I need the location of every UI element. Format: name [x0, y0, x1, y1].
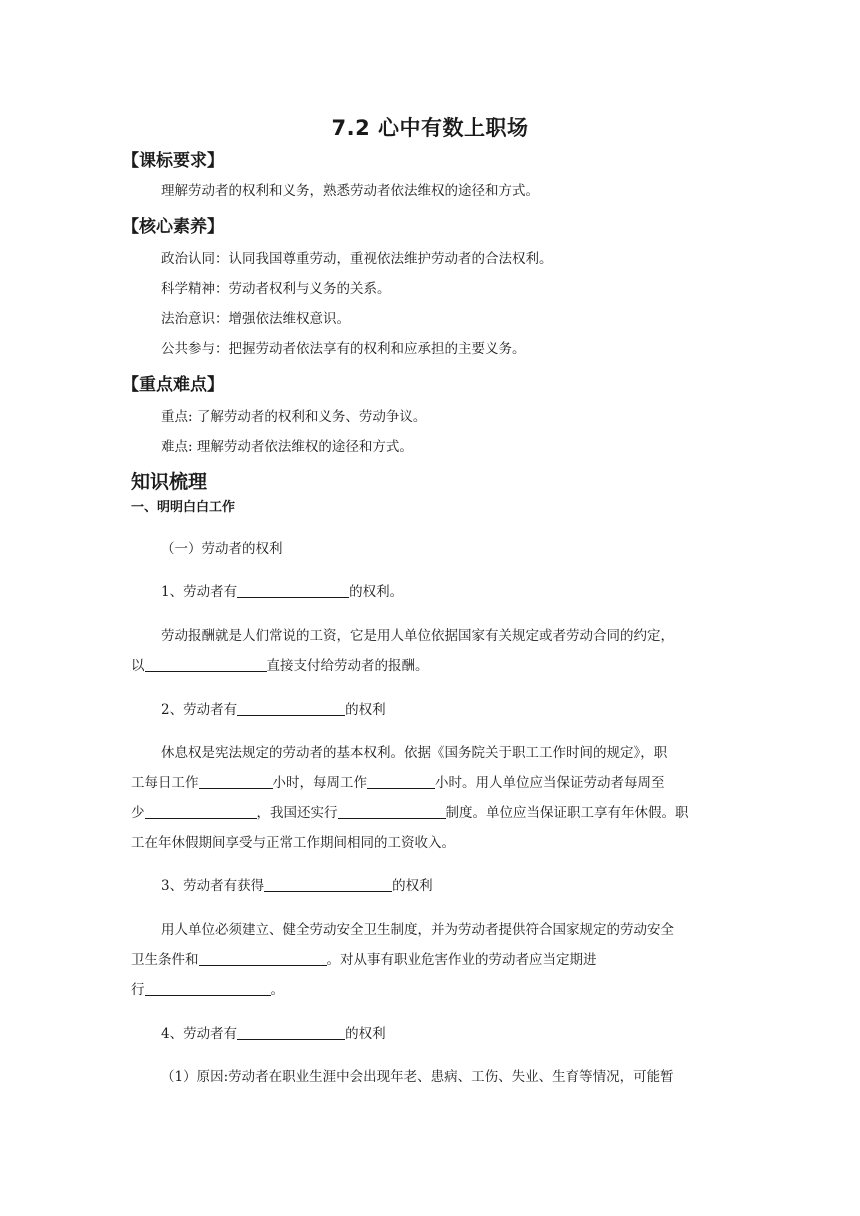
fill-blank[interactable] [145, 981, 271, 996]
subheading-rights: （一）劳动者的权利 [161, 541, 283, 557]
text-run: 。 [270, 982, 284, 998]
right-3-para-line-3 [131, 981, 284, 999]
section-heading-kebiao: 【课标要求】 [122, 151, 224, 171]
fill-blank[interactable] [199, 774, 273, 789]
right-3-para-line-2 [131, 951, 597, 969]
right-2-para-line-1: 休息权是宪法规定的劳动者的基本权利。依据《国务院关于职工工作时间的规定》，职 [161, 745, 668, 761]
right-3-suffix: 的权利 [392, 878, 433, 894]
right-3-prefix: 3、劳动者有获得 [161, 878, 265, 894]
text-run: 制度。单位应当保证职工享有年休假。职 [445, 805, 689, 821]
hexin-line-4: 公共参与：把握劳动者依法享有的权利和应承担的主要义务。 [161, 341, 526, 357]
text-run: 小时。用人单位应当保证劳动者每周至 [435, 775, 665, 791]
knowledge-heading: 知识梳理 [131, 471, 208, 493]
kebiao-text: 理解劳动者的权利和义务，熟悉劳动者依法维权的途径和方式。 [161, 183, 539, 199]
right-1-para-line-2 [131, 657, 429, 675]
right-4-suffix: 的权利 [345, 1026, 386, 1042]
hexin-line-2: 科学精神：劳动者权利与义务的关系。 [161, 281, 391, 297]
zhongdian-line-1: 重点: 了解劳动者的权利和义务、劳动争议。 [161, 409, 427, 425]
fill-blank[interactable] [145, 804, 257, 819]
hexin-line-1: 政治认同：认同我国尊重劳动，重视依法维护劳动者的合法权利。 [161, 251, 553, 267]
fill-blank[interactable] [237, 701, 345, 716]
right-4-para-line-1: （1）原因:劳动者在职业生涯中会出现年老、患病、工伤、失业、生育等情况，可能暂 [161, 1069, 674, 1085]
right-2-line [161, 701, 386, 719]
section-heading-hexin: 【核心素养】 [122, 217, 224, 237]
right-2-para-line-3 [131, 804, 689, 822]
page-title: 7.2 心中有数上职场 [331, 116, 529, 140]
text-run: 。对从事有职业危害作业的劳动者应当定期进 [326, 952, 597, 968]
text-run: 少 [131, 805, 145, 821]
fill-blank[interactable] [199, 951, 327, 966]
right-2-prefix: 2、劳动者有 [161, 702, 238, 718]
right-4-prefix: 4、劳动者有 [161, 1026, 238, 1042]
text-run: 工每日工作 [131, 775, 199, 791]
fill-blank[interactable] [338, 804, 446, 819]
right-1-prefix: 1、劳动者有 [161, 584, 238, 600]
text-run: 行 [131, 982, 145, 998]
part-heading-1: 一、明明白白工作 [131, 500, 236, 515]
right-3-line [161, 877, 433, 895]
fill-blank[interactable] [237, 583, 349, 598]
fill-blank[interactable] [367, 774, 435, 789]
text-run: 小时，每周工作 [272, 775, 367, 791]
zhongdian-line-2: 难点: 理解劳动者依法维权的途径和方式。 [161, 439, 413, 455]
right-2-suffix: 的权利 [345, 702, 386, 718]
right-2-para-line-2 [131, 774, 665, 792]
fill-blank[interactable] [264, 877, 392, 892]
right-1-line [161, 583, 403, 601]
right-4-line [161, 1025, 386, 1043]
text-run: 以 [131, 658, 145, 674]
text-run: ，我国还实行 [256, 805, 338, 821]
text-run: 卫生条件和 [131, 952, 199, 968]
right-2-para-line-4: 工在年休假期间享受与正常工作期间相同的工资收入。 [131, 835, 455, 851]
right-1-suffix: 的权利。 [349, 584, 404, 600]
hexin-line-3: 法治意识：增强依法维权意识。 [161, 311, 350, 327]
right-3-para-line-1: 用人单位必须建立、健全劳动安全卫生制度，并为劳动者提供符合国家规定的劳动安全 [161, 922, 674, 938]
fill-blank[interactable] [237, 1025, 345, 1040]
right-1-para-line-1: 劳动报酬就是人们常说的工资，它是用人单位依据国家有关规定或者劳动合同的约定， [161, 628, 674, 644]
fill-blank[interactable] [145, 657, 267, 672]
text-run: 直接支付给劳动者的报酬。 [266, 658, 429, 674]
section-heading-zhongdian: 【重点难点】 [122, 375, 224, 395]
